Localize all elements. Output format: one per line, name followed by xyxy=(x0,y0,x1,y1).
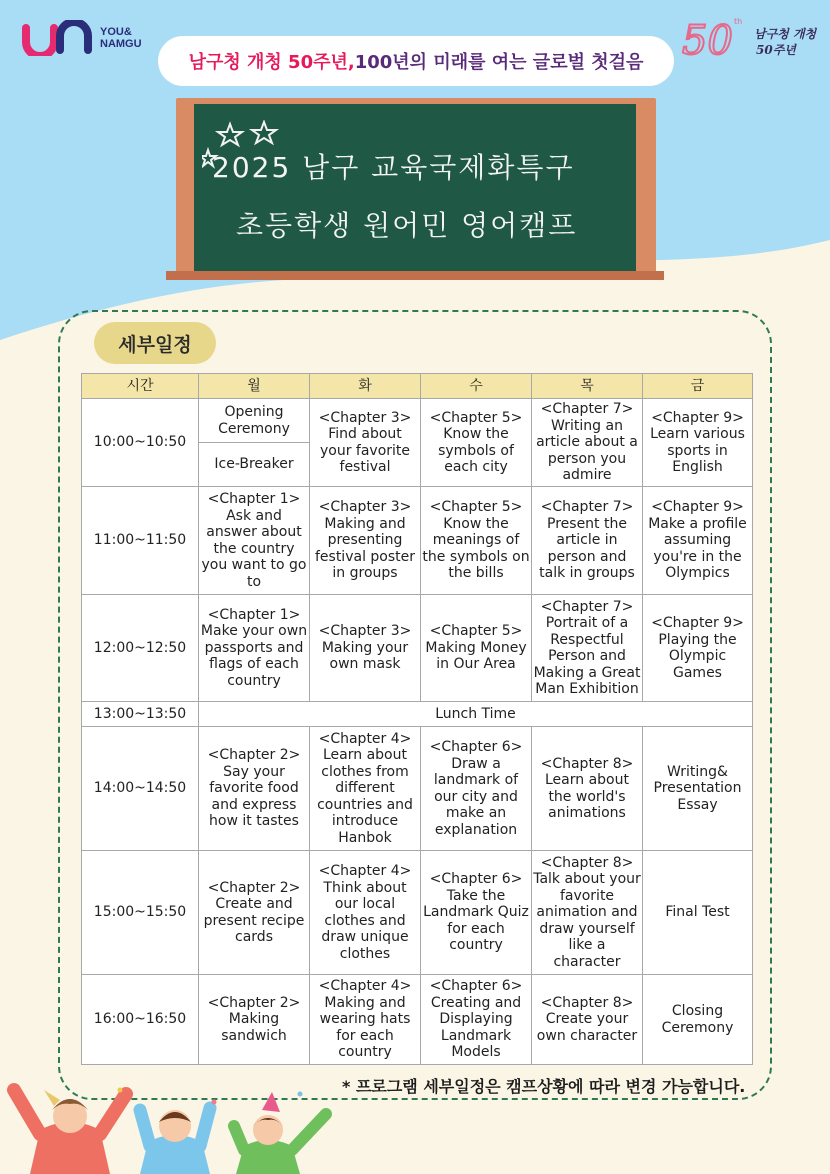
table-cell: <Chapter 3> Making your own mask xyxy=(310,595,421,702)
table-cell: <Chapter 4> Think about our local clothes and draw unique clothes xyxy=(310,851,421,975)
table-cell: <Chapter 8> Create your own character xyxy=(532,975,643,1065)
table-cell: <Chapter 7> Present the article in person and talk in groups xyxy=(532,487,643,595)
time-cell: 12:00~12:50 xyxy=(82,595,199,702)
table-row xyxy=(82,399,753,443)
anniversary-50-emblem xyxy=(678,12,758,62)
banner-highlight: 남구청 개청 50주년, xyxy=(188,52,355,73)
table-cell: <Chapter 4> Making and wearing hats for each country xyxy=(310,975,421,1065)
anniversary-logo-line2: 50주년 xyxy=(756,43,796,57)
table-row xyxy=(82,595,753,702)
table-cell: <Chapter 9> Playing the Olympic Games xyxy=(643,595,753,702)
time-cell: 16:00~16:50 xyxy=(82,975,199,1065)
banner-text: 100년의 미래를 여는 글로벌 첫걸음 xyxy=(354,52,644,73)
table-cell: <Chapter 1> Ask and answer about the country you want to go to xyxy=(199,487,310,595)
table-cell: <Chapter 9> Learn various sports in English xyxy=(643,399,753,487)
table-cell: <Chapter 2> Say your favorite food and express how it tastes xyxy=(199,727,310,851)
table-cell: <Chapter 2> Create and present recipe cards xyxy=(199,851,310,975)
time-cell: 11:00~11:50 xyxy=(82,487,199,595)
table-cell: <Chapter 1> Make your own passports and flags of each country xyxy=(199,595,310,702)
table-cell: <Chapter 2> Making sandwich xyxy=(199,975,310,1065)
kids-illustration xyxy=(0,1050,340,1174)
table-cell: <Chapter 5> Making Money in Our Area xyxy=(421,595,532,702)
header-fri: 금 xyxy=(643,374,753,399)
table-cell: <Chapter 6> Creating and Displaying Landmark Models xyxy=(421,975,532,1065)
header-time: 시간 xyxy=(82,374,199,399)
table-cell: Writing& Presentation Essay xyxy=(643,727,753,851)
header-wed: 수 xyxy=(421,374,532,399)
anniversary-logo-line1: 남구청 개청 xyxy=(754,27,817,41)
table-cell: <Chapter 7> Writing an article about a person you admire xyxy=(532,399,643,487)
table-cell: <Chapter 8> Learn about the world's animations xyxy=(532,727,643,851)
kid-left-icon xyxy=(14,1090,126,1174)
you-namgu-logo xyxy=(22,20,142,56)
table-row xyxy=(82,851,753,975)
time-cell: 15:00~15:50 xyxy=(82,851,199,975)
schedule-table xyxy=(81,373,753,1065)
table-cell: <Chapter 7> Portrait of a Respectful Person and Making a Great Man Exhibition xyxy=(532,595,643,702)
anniversary-number: 50 xyxy=(682,18,733,62)
camp-title-line1: 2025 남구 교육국제화특구 xyxy=(212,151,575,184)
table-cell: <Chapter 4> Learn about clothes from different countries and introduce Hanbok xyxy=(310,727,421,851)
time-cell: 14:00~14:50 xyxy=(82,727,199,851)
table-cell: <Chapter 5> Know the meanings of the symbols on the bills xyxy=(421,487,532,595)
table-cell: <Chapter 3> Find about your favorite festival xyxy=(310,399,421,487)
table-cell: Closing Ceremony xyxy=(643,975,753,1065)
blackboard-ledge xyxy=(166,271,664,280)
schedule-footnote: * 프로그램 세부일정은 캠프상황에 따라 변경 가능합니다. xyxy=(342,1077,746,1096)
kid-middle-icon xyxy=(140,1108,210,1174)
section-label: 세부일정 xyxy=(94,322,216,364)
kid-right-icon xyxy=(234,1092,326,1174)
table-row xyxy=(82,487,753,595)
table-cell: Ice-Breaker xyxy=(199,443,310,487)
table-row-lunch xyxy=(82,702,753,727)
logo-text-line2: NAMGU xyxy=(100,38,142,50)
lunch-cell: Lunch Time xyxy=(199,702,753,727)
table-cell: Opening Ceremony xyxy=(199,399,310,443)
table-cell: <Chapter 8> Talk about your favorite animation and draw yourself like a character xyxy=(532,851,643,975)
table-row xyxy=(82,727,753,851)
table-cell: <Chapter 5> Know the symbols of each city xyxy=(421,399,532,487)
table-cell: <Chapter 6> Draw a landmark of our city and make an explanation xyxy=(421,727,532,851)
anniversary-logo xyxy=(678,12,818,62)
header-tue: 화 xyxy=(310,374,421,399)
logo-text-line1: YOU& xyxy=(100,26,132,38)
top-banner xyxy=(158,36,674,86)
camp-title-line2: 초등학생 원어민 영어캠프 xyxy=(236,209,578,242)
time-cell: 13:00~13:50 xyxy=(82,702,199,727)
header-thu: 목 xyxy=(532,374,643,399)
anniversary-sup: th xyxy=(734,17,743,26)
time-cell: 10:00~10:50 xyxy=(82,399,199,487)
table-cell: Final Test xyxy=(643,851,753,975)
table-header-row xyxy=(82,374,753,399)
table-cell: <Chapter 6> Take the Landmark Quiz for each country xyxy=(421,851,532,975)
table-cell: <Chapter 9> Make a profile assuming you're in the Olympics xyxy=(643,487,753,595)
header-mon: 월 xyxy=(199,374,310,399)
you-namgu-logo-mark xyxy=(22,20,96,56)
table-cell: <Chapter 3> Making and presenting festival poster in groups xyxy=(310,487,421,595)
